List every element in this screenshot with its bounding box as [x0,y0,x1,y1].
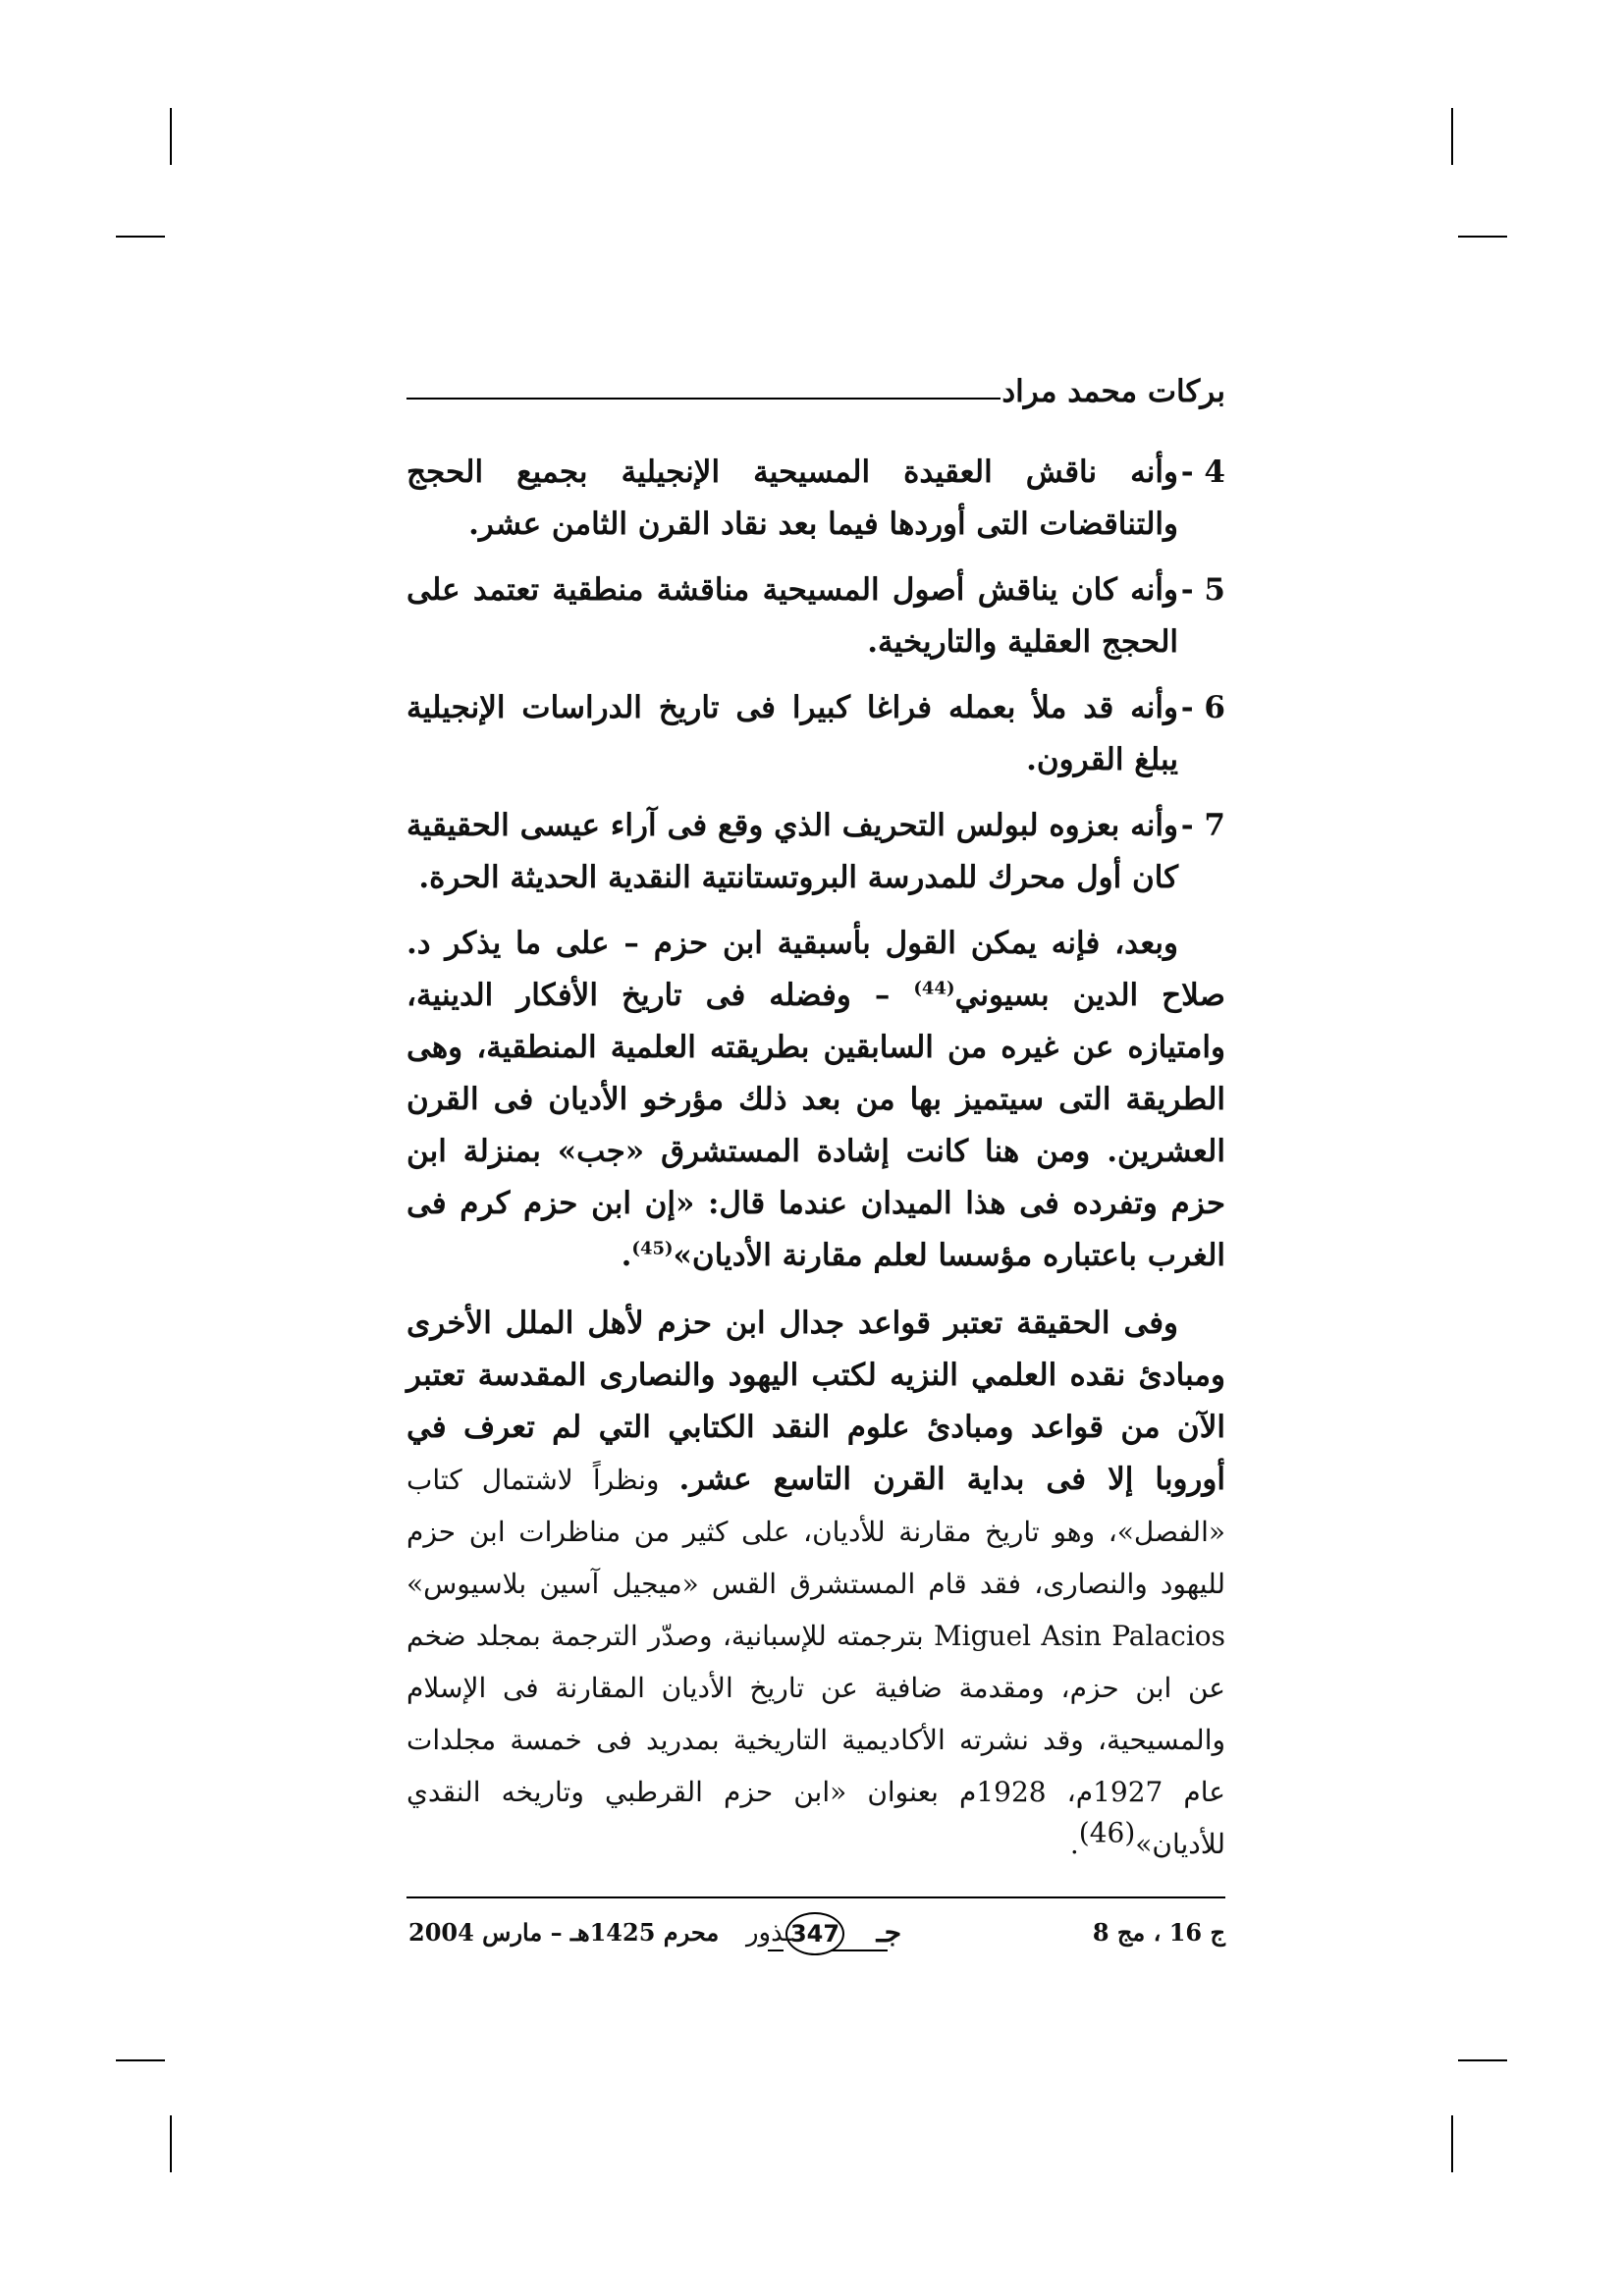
item-text: وأنه بعزوه لبولس التحريف الذي وقع فى آراء عيسى الحقيقية كان أول محرك للمدرسة البروتستانتية النقدية الحديثة الحرة. [406,808,1178,895]
item-text: وأنه قد ملأ بعمله فراغا كبيرا فى تاريخ الدراسات الإنجيلية يبلغ القرون. [406,690,1178,777]
footnote-ref: (45) [631,1238,674,1259]
footnote-ref: (46) [1078,1816,1136,1849]
logo-rule [768,1949,784,1951]
item-number: 4 - [1180,454,1225,490]
running-header [406,368,1225,427]
footnote-ref: (44) [913,978,955,999]
footer-rule [406,1896,1225,1898]
page-number: 347 [785,1912,844,1955]
item-text: وأنه كان يناقش أصول المسيحية مناقشة منطقية تعتمد على الحجج العقلية والتاريخية. [406,572,1178,660]
crop-mark [170,108,172,165]
crop-mark [170,2115,172,2172]
crop-mark [1458,236,1507,238]
crop-mark [1451,108,1453,165]
crop-mark [1451,2115,1453,2172]
journal-name-part: جـ [876,1916,901,1949]
item-number: 7 - [1180,808,1225,843]
list-item [406,447,1225,551]
journal-logo [746,1908,915,1961]
paragraph-text-plain: ونظراً لاشتمال كتاب «الفصل»، وهو تاريخ مقارنة للأديان، على كثير من مناظرات ابن حزم لليهود والنصارى، فقد قام المستشرق القس «ميجيل آسين بلاسيوس» Miguel Asin Palacios بترجمته للإسبانية، وصدّر الترجمة بمجلد ضخم عن ابن حزم، ومقدمة ضافية عن تاريخ الأديان المقارنة فى الإسلام والمسيحية، وقد نشرته الأكاديمية التاريخية بمدريد فى خمسة مجلدات عام 1927م، 1928م بعنوان «ابن حزم القرطبي وتاريخه النقدي للأديان» [406,1464,1225,1860]
paragraph [406,1298,1225,1870]
item-text: وأنه ناقش العقيدة المسيحية الإنجيلية بجميع الحجج والتناقضات التى أوردها فيما بعد نقاد القرن الثامن عشر. [406,454,1178,542]
item-number: 5 - [1180,572,1225,608]
issue-info: ج 16 ، مج 8 [1092,1918,1225,1947]
page-footer [406,1904,1225,1973]
page-body [406,447,1225,1886]
issue-date: محرم 1425هـ – مارس 2004 [408,1918,720,1947]
list-item [406,682,1225,786]
header-rule [406,398,1001,400]
crop-mark [116,2059,165,2061]
paragraph-end: . [1069,1828,1079,1860]
paragraph [406,918,1225,1282]
crop-mark [116,236,165,238]
journal-name-part: ـذور [746,1918,792,1948]
paragraph-end: . [621,1238,632,1273]
author-name: بركات محمد مراد [1001,374,1225,409]
list-item [406,564,1225,668]
paragraph-text: – وفضله فى تاريخ الأفكار الدينية، وامتيازه عن غيره من السابقين بطريقته العلمية المنطقية، وهى الطريقة التى سيتميز بها من بعد ذلك مؤرخو الأديان فى القرن العشرين. ومن هنا كانت إشادة المستشرق «جب» بمنزلة ابن حزم وتفرده فى هذا الميدان عندما قال: «إن ابن حزم كرم فى الغرب باعتباره مؤسسا لعلم مقارنة الأديان» [406,978,1225,1273]
paragraph-text-bold: وفى الحقيقة تعتبر قواعد جدال ابن حزم لأهل الملل الأخرى ومبادئ نقده العلمي النزيه لكتب اليهود والنصارى المقدسة تعتبر الآن من قواعد ومبادئ علوم النقد الكتابي التي لم تعرف في أوروبا إلا فى بداية القرن التاسع عشر. [406,1306,1225,1497]
crop-mark [1458,2059,1507,2061]
list-item [406,800,1225,904]
item-number: 6 - [1180,690,1225,725]
logo-rule [831,1949,888,1951]
paragraph-text: وبعد، فإنه يمكن القول بأسبقية ابن حزم – على ما يذكر د. صلاح الدين بسيوني [406,926,1225,1013]
